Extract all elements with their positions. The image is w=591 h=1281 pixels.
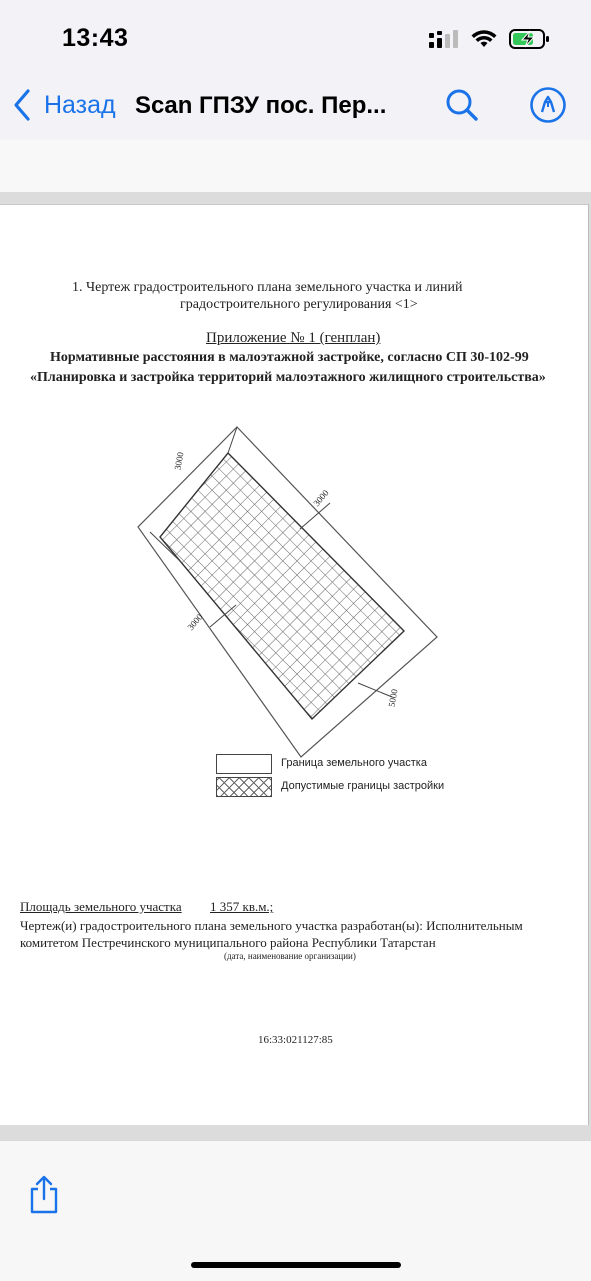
heading-line-2: градостроительного регулирования <1> <box>180 297 418 312</box>
status-icons <box>429 28 551 50</box>
dimension-label: 3000 <box>185 611 205 633</box>
legend-label: Допустимые границы застройки <box>281 780 445 792</box>
navigation-bar <box>0 78 591 134</box>
markup-pen-icon <box>529 86 567 124</box>
area-value: 1 357 кв.м.; <box>210 899 274 914</box>
bottom-toolbar <box>0 1140 591 1281</box>
status-bar <box>0 0 591 80</box>
search-button[interactable] <box>444 87 480 128</box>
home-indicator[interactable] <box>191 1262 401 1268</box>
legend-swatch-building <box>216 777 272 797</box>
cadastral-number: 16:33:021127:85 <box>258 1034 333 1046</box>
dimension-label: 3000 <box>311 487 331 509</box>
subtitle-line-1: Нормативные расстояния в малоэтажной застройке, согласно СП 30-102-99 <box>50 350 529 365</box>
markup-button[interactable] <box>529 86 567 129</box>
dimension-label: 3000 <box>172 451 186 471</box>
legend-swatch-boundary <box>216 754 272 774</box>
subtitle-line-2: «Планировка и застройка территорий малоэтажного жилищного строительства» <box>30 370 546 385</box>
heading-line-1: 1. Чертеж градостроительного плана земельного участка и линий <box>72 280 463 295</box>
search-icon <box>444 87 480 123</box>
wifi-icon <box>471 29 497 49</box>
document-title: Scan ГПЗУ пос. Пер... <box>135 92 387 119</box>
site-plan-drawing <box>0 405 588 765</box>
back-button[interactable] <box>12 88 116 122</box>
battery-charging-icon <box>509 28 551 50</box>
appendix-title: Приложение № 1 (генплан) <box>206 330 381 346</box>
share-button[interactable] <box>28 1175 60 1220</box>
share-icon <box>28 1175 60 1215</box>
area-label: Площадь земельного участка <box>20 899 182 914</box>
clock: 13:43 <box>62 24 129 52</box>
developer-line-2: комитетом Пестречинского муниципального района Республики Татарстан <box>20 935 436 950</box>
buildable-zone <box>160 453 404 719</box>
developer-line-1: Чертеж(и) градостроительного плана земельного участка разработан(ы): Исполнительным <box>20 918 523 933</box>
legend-label: Граница земельного участка <box>281 757 427 769</box>
dimension-label: 5000 <box>386 688 400 708</box>
previous-page-edge <box>0 140 591 192</box>
cellular-signal-icon <box>429 29 459 49</box>
chevron-left-icon <box>12 88 32 122</box>
document-page[interactable] <box>0 204 589 1125</box>
back-label: Назад <box>44 90 116 119</box>
developer-note: (дата, наименование организации) <box>224 951 356 961</box>
